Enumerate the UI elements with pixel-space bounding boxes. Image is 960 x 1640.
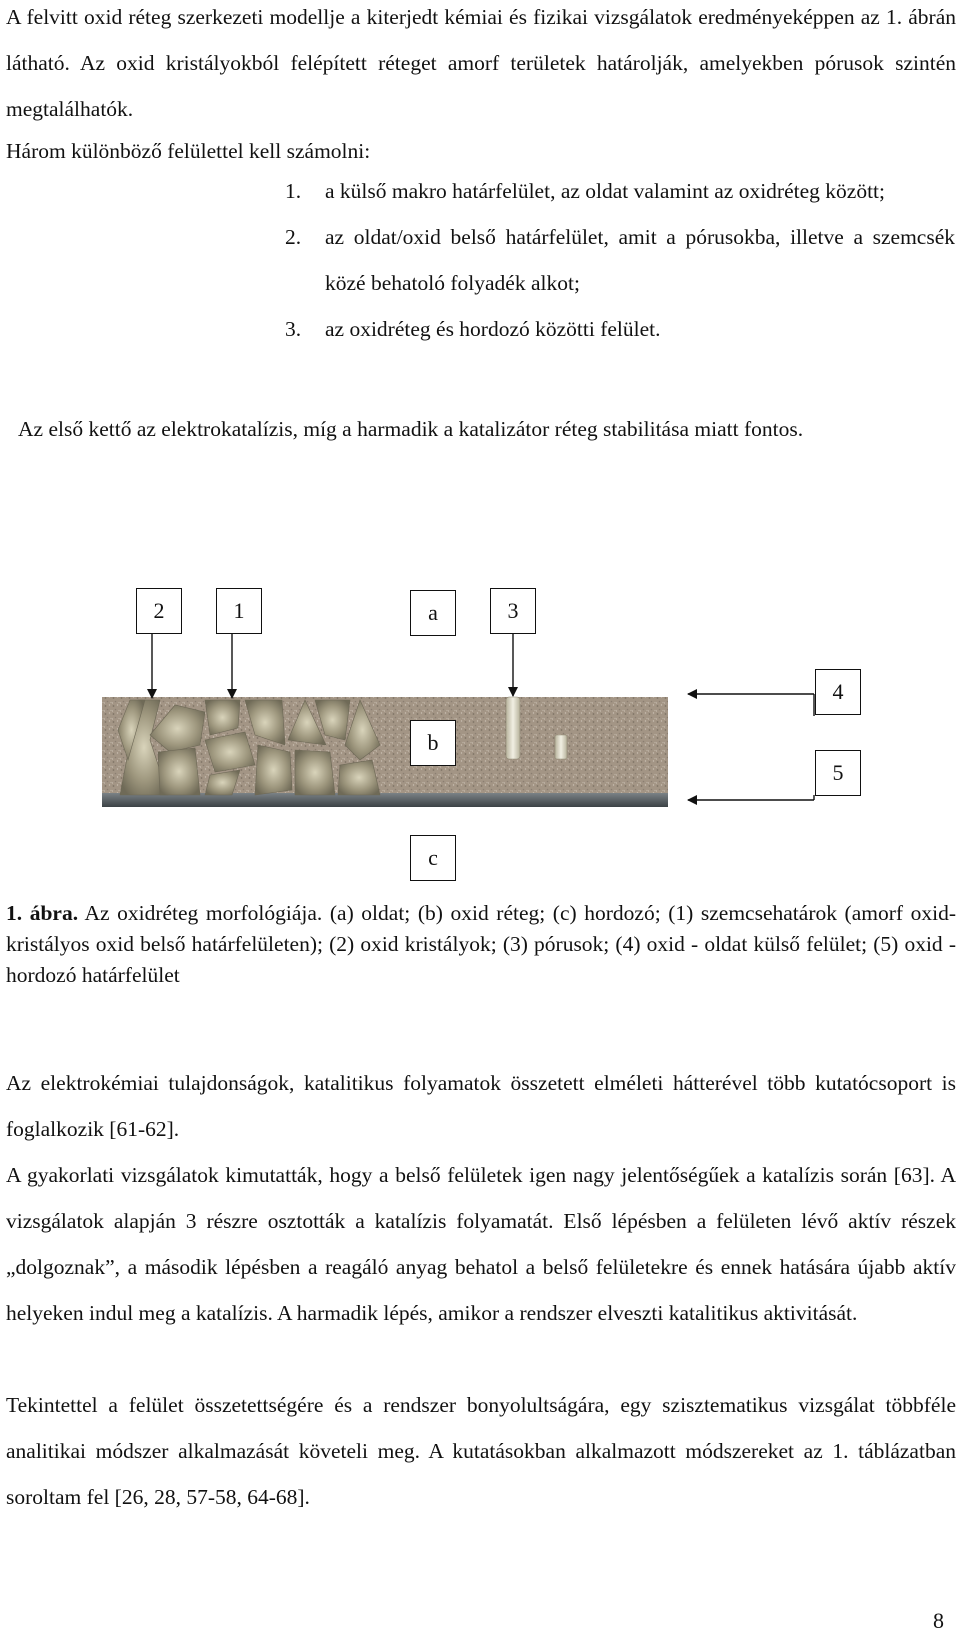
figure-label-2: 2 (136, 588, 182, 634)
caption-label: 1. ábra. (6, 901, 79, 925)
list-number: 1. (285, 179, 302, 203)
list-text: az oxidréteg és hordozó közötti felület. (325, 317, 661, 341)
figure-label-4: 4 (815, 669, 861, 715)
figure-label-5: 5 (815, 750, 861, 796)
figure-label-b: b (410, 720, 456, 766)
after-list-paragraph: Az első kettő az elektrokatalízis, míg a harmadik a katalizátor réteg stabilitása miatt fontos. (18, 417, 804, 441)
figure-caption (6, 898, 956, 991)
figure-label-c: c (410, 835, 456, 881)
list-number: 3. (285, 317, 302, 341)
caption-text: Az oxidréteg morfológiája. (a) oldat; (b) oxid réteg; (c) hordozó; (1) szemcsehatárok (amorf oxid-kristályos oxid belső határfelületen); (2) oxid kristályok; (3) pórusok; (4) oxid - oldat külső felület; (5) oxid - hordozó határfelület (6, 901, 957, 987)
body-paragraph-1: Az elektrokémiai tulajdonságok, katalitikus folyamatok összetett elméleti hátterével több kutatócsoport is foglalkozik [61-62]. (6, 1071, 956, 1141)
page-number: 8 (933, 1608, 944, 1633)
pore-shallow (555, 735, 567, 759)
body-paragraph-2: A gyakorlati vizsgálatok kimutatták, hogy a belső felületek igen nagy jelentőségűek a katalízis során [63]. A vizsgálatok alapján 3 részre osztották a katalízis folyamatát. Első lépésben a felületen lévő aktív részek „dolgoznak”, a második lépésben a reagáló anyag behatol a belső felületekre és ennek hatására újabb aktív helyeken indul meg a katalízis. A harmadik lépés, amikor a rendszer elveszti katalitikus aktivitását. (6, 1163, 956, 1325)
body-paragraph-3: Tekintettel a felület összetettségére és a rendszer bonyolultságára, egy szisztematikus vizsgálat többféle analitikai módszer alkalmazását követeli meg. A kutatásokban alkalmazott módszereket az 1. táblázatban soroltam fel [26, 28, 57-58, 64-68]. (6, 1393, 956, 1509)
list-number: 2. (285, 225, 302, 249)
pore-deep (506, 697, 520, 759)
intro-paragraph: A felvitt oxid réteg szerkezeti modellje a kiterjedt kémiai és fizikai vizsgálatok eredményeképpen az 1. ábrán látható. Az oxid kristályokból felépített réteget amorf területek határolják, amelyekben pórusok szintén megtalálhatók. (6, 5, 956, 121)
list-text: a külső makro határfelület, az oldat valamint az oxidréteg között; (325, 179, 885, 203)
figure-label-3: 3 (490, 588, 536, 634)
intro-lead: Három különböző felülettel kell számolni: (6, 139, 371, 163)
figure-label-a: a (410, 590, 456, 636)
figure-label-1: 1 (216, 588, 262, 634)
list-text: az oldat/oxid belső határfelület, amit a pórusokba, illetve a szemcsék közé behatoló folyadék alkot; (325, 225, 955, 295)
